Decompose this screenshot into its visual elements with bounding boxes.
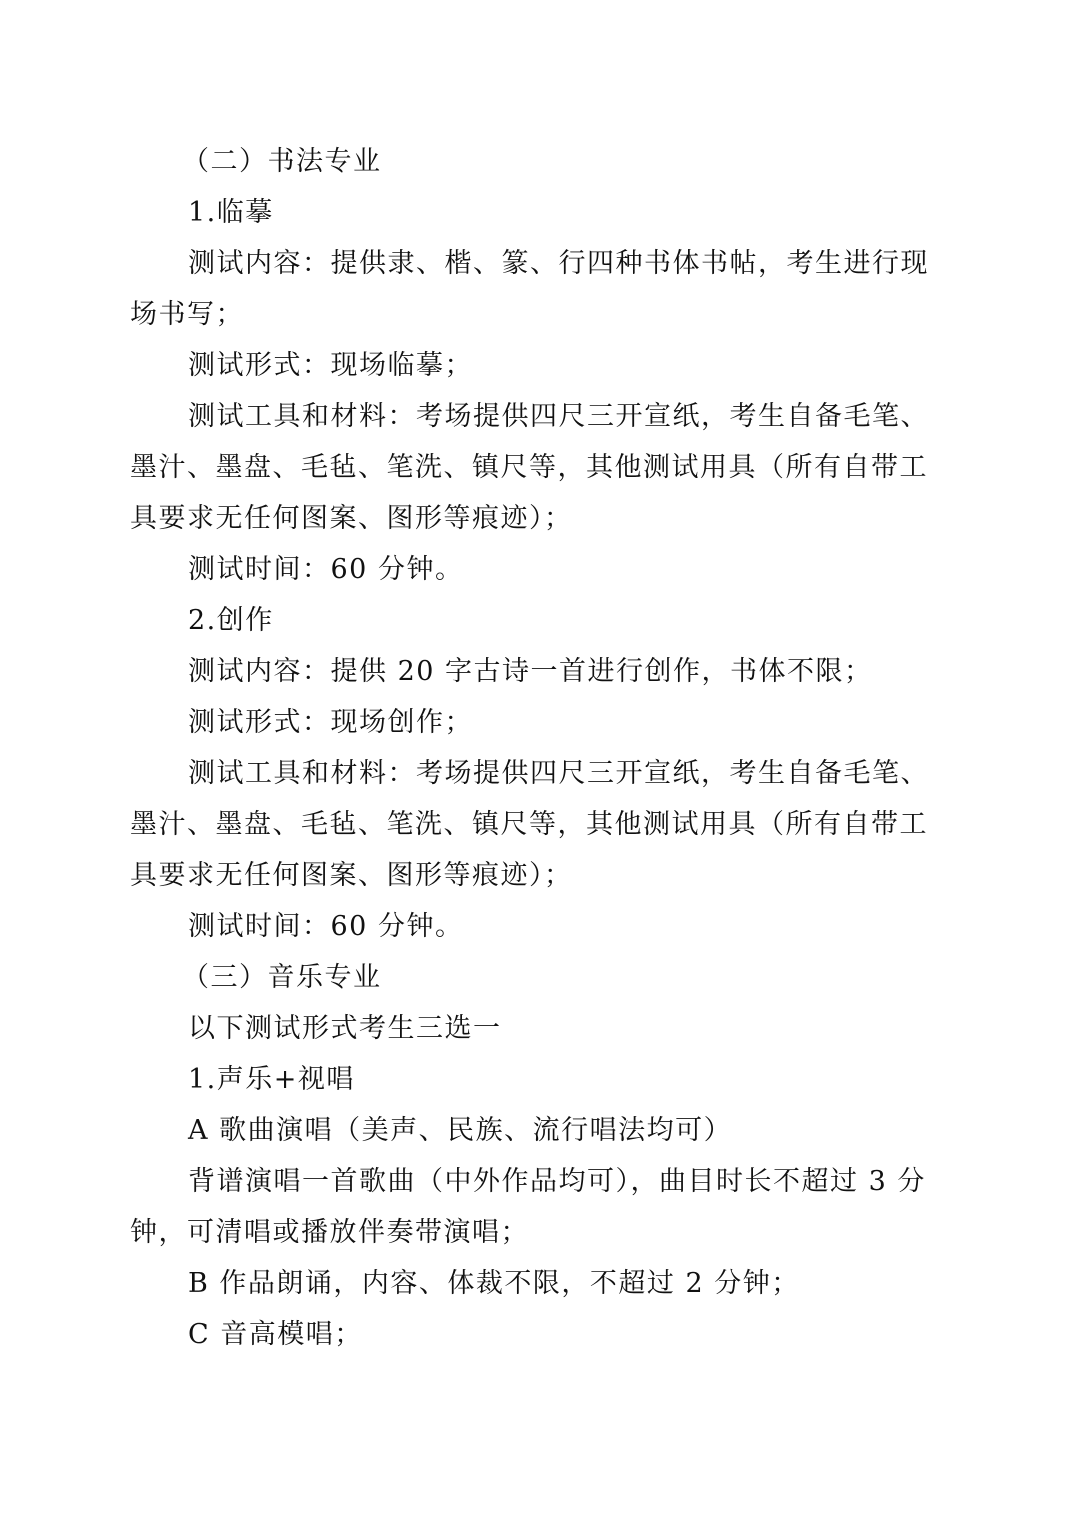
paragraph-song-singing: A 歌曲演唱（美声、民族、流行唱法均可） xyxy=(188,1115,733,1146)
text-line: 墨汁、墨盘、毛毡、笔洗、镇尺等，其他测试用具（所有自带工 xyxy=(130,809,928,840)
text-line: 测试工具和材料：考场提供四尺三开宣纸，考生自备毛笔、 xyxy=(188,401,929,432)
text-line: 场书写； xyxy=(130,299,244,330)
paragraph-copying-form: 测试形式：现场临摹； xyxy=(188,350,473,381)
paragraph-song-description xyxy=(130,1156,942,1258)
text-line: 墨汁、墨盘、毛毡、笔洗、镇尺等，其他测试用具（所有自带工 xyxy=(130,452,928,483)
text-line: 测试工具和材料：考场提供四尺三开宣纸，考生自备毛笔、 xyxy=(188,758,929,789)
text-line: 测试内容：提供隶、楷、篆、行四种书体书帖，考生进行现 xyxy=(188,248,929,279)
paragraph-creation-content: 测试内容：提供 20 字古诗一首进行创作，书体不限； xyxy=(188,656,873,687)
text-line: 背谱演唱一首歌曲（中外作品均可），曲目时长不超过 3 分 xyxy=(188,1166,926,1197)
section-heading-calligraphy: （二）书法专业 xyxy=(182,146,382,177)
document-body xyxy=(130,136,942,1360)
paragraph-creation-time: 测试时间：60 分钟。 xyxy=(188,911,464,942)
paragraph-recitation: B 作品朗诵，内容、体裁不限，不超过 2 分钟； xyxy=(188,1268,800,1299)
paragraph-music-intro: 以下测试形式考生三选一 xyxy=(188,1013,502,1044)
text-line: 具要求无任何图案、图形等痕迹）； xyxy=(130,860,573,891)
paragraph-pitch-imitation: C 音高模唱； xyxy=(188,1319,363,1350)
paragraph-copying-time: 测试时间：60 分钟。 xyxy=(188,554,464,585)
item-title-vocal: 1.声乐+视唱 xyxy=(188,1064,355,1095)
text-line: 钟，可清唱或播放伴奏带演唱； xyxy=(130,1217,529,1248)
text-line: 具要求无任何图案、图形等痕迹）； xyxy=(130,503,573,534)
section-heading-music: （三）音乐专业 xyxy=(182,962,382,993)
paragraph-creation-form: 测试形式：现场创作； xyxy=(188,707,473,738)
paragraph-copying-tools xyxy=(130,391,942,544)
item-title-copying: 1.临摹 xyxy=(188,197,274,228)
item-title-creation: 2.创作 xyxy=(188,605,274,636)
paragraph-copying-content xyxy=(130,238,942,340)
paragraph-creation-tools xyxy=(130,748,942,901)
